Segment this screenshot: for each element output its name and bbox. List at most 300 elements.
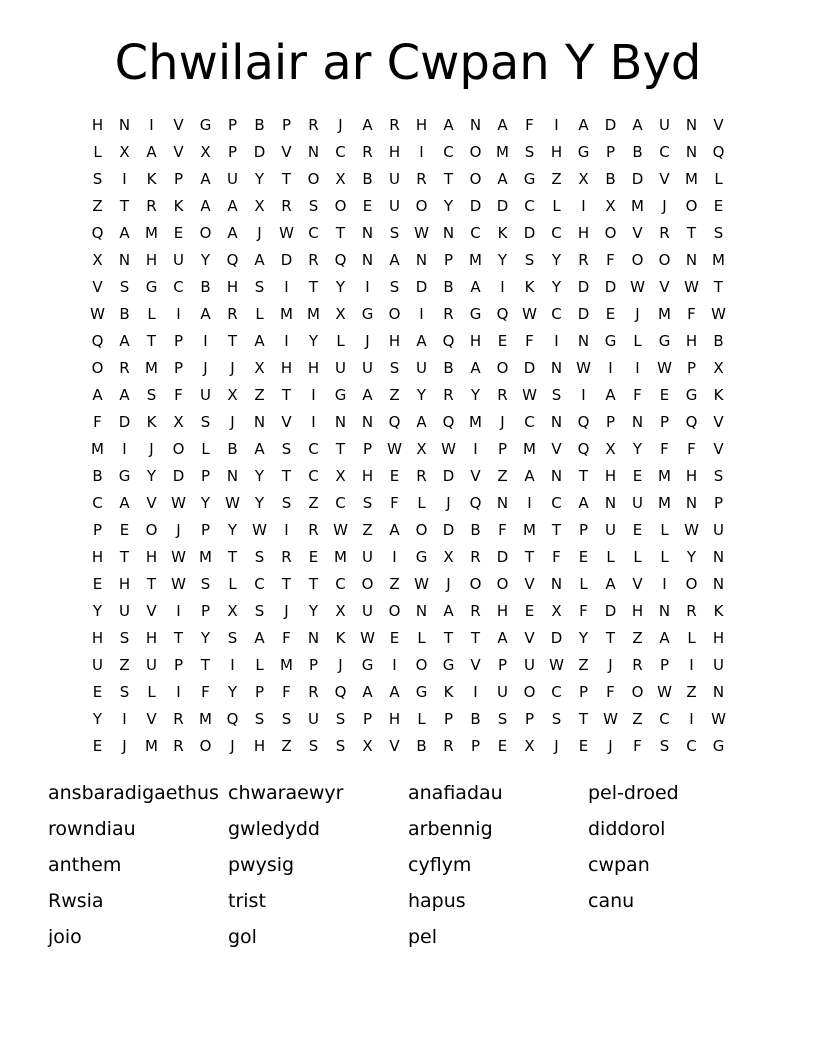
grid-letter: Q xyxy=(334,251,347,269)
grid-letter: H xyxy=(361,467,374,485)
grid-letter: P xyxy=(200,602,211,620)
grid-letter: P xyxy=(578,521,589,539)
grid-letter: B xyxy=(227,440,238,458)
grid-letter: N xyxy=(604,494,617,512)
grid-row xyxy=(84,139,732,166)
grid-letter: F xyxy=(498,521,507,539)
grid-letter: D xyxy=(496,548,509,566)
grid-letter: I xyxy=(365,278,370,296)
grid-letter: Y xyxy=(335,278,346,296)
grid-letter: H xyxy=(307,359,320,377)
grid-letter: S xyxy=(389,278,400,296)
grid-letter: L xyxy=(552,197,561,215)
grid-letter: Y xyxy=(686,548,697,566)
grid-letter: H xyxy=(550,143,563,161)
grid-letter: S xyxy=(551,710,562,728)
grid-letter: P xyxy=(497,656,508,674)
grid-row xyxy=(84,166,732,193)
grid-letter: J xyxy=(338,656,343,674)
grid-letter: F xyxy=(174,386,183,404)
grid-letter: H xyxy=(388,710,401,728)
grid-row xyxy=(84,679,732,706)
grid-letter: I xyxy=(176,683,181,701)
grid-row xyxy=(84,490,732,517)
grid-letter: G xyxy=(415,683,428,701)
grid-letter: R xyxy=(281,548,292,566)
grid-letter: A xyxy=(254,440,265,458)
grid-letter: N xyxy=(685,116,698,134)
grid-letter: O xyxy=(91,359,104,377)
grid-letter: Q xyxy=(226,251,239,269)
grid-letter: V xyxy=(524,629,535,647)
grid-letter: U xyxy=(173,251,184,269)
grid-letter: H xyxy=(91,116,104,134)
grid-letter: C xyxy=(524,413,535,431)
grid-letter: O xyxy=(685,197,698,215)
grid-letter: X xyxy=(443,548,454,566)
grid-letter: P xyxy=(173,359,184,377)
grid-letter: A xyxy=(443,116,454,134)
grid-letter: U xyxy=(713,656,724,674)
grid-letter: F xyxy=(633,737,642,755)
grid-letter: Z xyxy=(578,656,589,674)
grid-letter: I xyxy=(311,413,316,431)
grid-letter: J xyxy=(446,575,451,593)
grid-letter: P xyxy=(254,683,265,701)
grid-letter: Q xyxy=(577,413,590,431)
grid-letter: P xyxy=(173,656,184,674)
grid-letter: Q xyxy=(91,332,104,350)
grid-letter: W xyxy=(171,494,186,512)
grid-letter: I xyxy=(176,305,181,323)
grid-letter: S xyxy=(362,494,373,512)
grid-letter: R xyxy=(578,251,589,269)
grid-letter: D xyxy=(604,602,617,620)
word-list-item: gol xyxy=(228,926,257,948)
grid-letter: G xyxy=(199,116,212,134)
grid-letter: W xyxy=(387,440,402,458)
grid-letter: P xyxy=(281,116,292,134)
grid-letter: U xyxy=(524,656,535,674)
grid-letter: V xyxy=(713,413,724,431)
grid-letter: Q xyxy=(91,224,104,242)
grid-letter: O xyxy=(145,521,158,539)
grid-letter: S xyxy=(335,737,346,755)
grid-letter: F xyxy=(525,332,534,350)
word-list-item: chwaraewyr xyxy=(228,782,344,804)
grid-letter: T xyxy=(119,548,130,566)
grid-letter: T xyxy=(335,440,346,458)
grid-letter: H xyxy=(388,143,401,161)
grid-letter: I xyxy=(662,575,667,593)
grid-row xyxy=(84,247,732,274)
word-list-item: joio xyxy=(48,926,82,948)
grid-letter: I xyxy=(527,494,532,512)
grid-letter: L xyxy=(147,305,156,323)
grid-letter: B xyxy=(443,359,454,377)
grid-letter: S xyxy=(713,224,724,242)
grid-letter: C xyxy=(551,305,562,323)
grid-letter: M xyxy=(334,548,347,566)
grid-letter: N xyxy=(550,467,563,485)
grid-row xyxy=(84,463,732,490)
grid-letter: D xyxy=(631,170,644,188)
grid-letter: V xyxy=(713,116,724,134)
grid-letter: W xyxy=(414,575,429,593)
grid-letter: U xyxy=(659,116,670,134)
grid-letter: S xyxy=(659,737,670,755)
grid-letter: H xyxy=(253,737,266,755)
grid-letter: V xyxy=(146,710,157,728)
grid-letter: A xyxy=(443,602,454,620)
grid-letter: P xyxy=(173,170,184,188)
grid-letter: T xyxy=(578,467,589,485)
grid-letter: Z xyxy=(551,170,562,188)
grid-letter: N xyxy=(361,224,374,242)
grid-letter: U xyxy=(335,359,346,377)
grid-letter: E xyxy=(92,683,103,701)
grid-letter: N xyxy=(685,143,698,161)
grid-row xyxy=(84,544,732,571)
grid-letter: T xyxy=(470,629,481,647)
grid-letter: T xyxy=(443,629,454,647)
grid-letter: T xyxy=(119,197,130,215)
grid-letter: R xyxy=(227,305,238,323)
grid-letter: A xyxy=(470,359,481,377)
grid-letter: D xyxy=(172,467,185,485)
grid-letter: P xyxy=(497,440,508,458)
grid-letter: A xyxy=(497,170,508,188)
grid-letter: O xyxy=(658,251,671,269)
grid-letter: H xyxy=(91,629,104,647)
grid-letter: W xyxy=(225,494,240,512)
grid-letter: P xyxy=(605,143,616,161)
grid-letter: E xyxy=(632,521,643,539)
word-list-item: cyflym xyxy=(408,854,472,876)
grid-letter: S xyxy=(281,494,292,512)
grid-letter: K xyxy=(443,683,454,701)
grid-row xyxy=(84,706,732,733)
page-title: Chwilair ar Cwpan Y Byd xyxy=(114,35,702,91)
grid-letter: X xyxy=(254,197,265,215)
grid-letter: A xyxy=(389,683,400,701)
grid-letter: X xyxy=(713,359,724,377)
grid-letter: H xyxy=(577,224,590,242)
grid-letter: E xyxy=(389,629,400,647)
grid-row xyxy=(84,436,732,463)
grid-letter: A xyxy=(119,494,130,512)
grid-letter: O xyxy=(415,656,428,674)
grid-letter: S xyxy=(281,440,292,458)
grid-letter: U xyxy=(416,359,427,377)
grid-letter: A xyxy=(632,116,643,134)
grid-letter: O xyxy=(604,224,617,242)
grid-letter: I xyxy=(689,656,694,674)
grid-letter: C xyxy=(443,143,454,161)
grid-letter: U xyxy=(362,359,373,377)
grid-letter: C xyxy=(173,278,184,296)
grid-letter: Q xyxy=(388,413,401,431)
grid-letter: R xyxy=(389,116,400,134)
grid-letter: S xyxy=(119,629,130,647)
grid-letter: W xyxy=(171,548,186,566)
grid-letter: I xyxy=(554,332,559,350)
grid-letter: M xyxy=(469,413,482,431)
grid-letter: L xyxy=(633,548,642,566)
grid-letter: P xyxy=(686,359,697,377)
grid-letter: Q xyxy=(496,305,509,323)
grid-letter: H xyxy=(118,575,131,593)
grid-letter: S xyxy=(497,710,508,728)
grid-letter: N xyxy=(361,251,374,269)
grid-letter: K xyxy=(146,170,157,188)
grid-letter: Y xyxy=(497,251,508,269)
grid-letter: I xyxy=(149,116,154,134)
grid-letter: J xyxy=(608,656,613,674)
grid-letter: O xyxy=(415,521,428,539)
grid-letter: H xyxy=(604,467,617,485)
grid-letter: H xyxy=(685,467,698,485)
grid-letter: J xyxy=(500,413,505,431)
grid-letter: H xyxy=(145,629,158,647)
grid-letter: R xyxy=(632,656,643,674)
grid-letter: P xyxy=(443,710,454,728)
grid-letter: T xyxy=(281,386,292,404)
grid-letter: H xyxy=(91,548,104,566)
grid-letter: T xyxy=(578,710,589,728)
grid-letter: H xyxy=(388,332,401,350)
grid-letter: S xyxy=(254,548,265,566)
grid-letter: D xyxy=(523,224,536,242)
letter-grid xyxy=(84,112,732,760)
grid-letter: U xyxy=(632,494,643,512)
grid-letter: E xyxy=(173,224,184,242)
grid-letter: T xyxy=(146,575,157,593)
grid-letter: U xyxy=(308,710,319,728)
grid-letter: U xyxy=(119,602,130,620)
grid-letter: C xyxy=(92,494,103,512)
grid-letter: A xyxy=(605,575,616,593)
grid-letter: T xyxy=(227,332,238,350)
grid-letter: Y xyxy=(254,494,265,512)
word-list-item: trist xyxy=(228,890,266,912)
grid-letter: E xyxy=(524,602,535,620)
grid-letter: F xyxy=(579,602,588,620)
grid-letter: I xyxy=(392,656,397,674)
grid-letter: X xyxy=(335,467,346,485)
grid-letter: P xyxy=(443,251,454,269)
grid-letter: W xyxy=(279,224,294,242)
grid-letter: I xyxy=(392,548,397,566)
grid-letter: A xyxy=(146,143,157,161)
grid-letter: N xyxy=(307,629,320,647)
grid-letter: V xyxy=(632,224,643,242)
grid-letter: Y xyxy=(632,440,643,458)
grid-letter: X xyxy=(200,143,211,161)
grid-letter: R xyxy=(686,602,697,620)
grid-letter: I xyxy=(554,116,559,134)
grid-letter: A xyxy=(92,386,103,404)
grid-letter: J xyxy=(230,737,235,755)
grid-letter: N xyxy=(361,413,374,431)
grid-letter: Y xyxy=(200,629,211,647)
grid-letter: X xyxy=(335,305,346,323)
grid-letter: H xyxy=(496,602,509,620)
grid-letter: X xyxy=(254,359,265,377)
word-list-item: pel-droed xyxy=(588,782,679,804)
word-list-item: diddorol xyxy=(588,818,666,840)
grid-letter: N xyxy=(685,251,698,269)
grid-letter: A xyxy=(119,386,130,404)
grid-letter: X xyxy=(92,251,103,269)
grid-letter: R xyxy=(416,170,427,188)
grid-letter: X xyxy=(173,413,184,431)
grid-letter: O xyxy=(685,575,698,593)
grid-letter: Z xyxy=(308,494,319,512)
grid-letter: C xyxy=(659,143,670,161)
grid-letter: W xyxy=(252,521,267,539)
grid-letter: S xyxy=(713,467,724,485)
grid-letter: V xyxy=(551,440,562,458)
word-list-item: anafiadau xyxy=(408,782,503,804)
grid-letter: U xyxy=(200,386,211,404)
grid-letter: T xyxy=(524,548,535,566)
grid-letter: N xyxy=(253,413,266,431)
grid-letter: P xyxy=(200,521,211,539)
grid-letter: S xyxy=(389,224,400,242)
grid-letter: H xyxy=(685,332,698,350)
grid-letter: V xyxy=(713,440,724,458)
grid-letter: S xyxy=(254,602,265,620)
grid-letter: H xyxy=(145,548,158,566)
grid-letter: A xyxy=(497,629,508,647)
grid-letter: S xyxy=(227,629,238,647)
grid-letter: T xyxy=(686,224,697,242)
grid-letter: P xyxy=(227,143,238,161)
grid-letter: A xyxy=(470,278,481,296)
grid-letter: I xyxy=(473,683,478,701)
grid-letter: G xyxy=(145,278,158,296)
grid-letter: Z xyxy=(362,521,373,539)
grid-letter: W xyxy=(333,521,348,539)
grid-letter: F xyxy=(552,548,561,566)
grid-letter: Y xyxy=(308,602,319,620)
grid-letter: M xyxy=(280,656,293,674)
grid-letter: Z xyxy=(632,629,643,647)
grid-letter: T xyxy=(281,170,292,188)
grid-letter: E xyxy=(119,521,130,539)
grid-letter: Z xyxy=(389,575,400,593)
grid-letter: B xyxy=(254,116,265,134)
grid-letter: G xyxy=(334,386,347,404)
grid-letter: L xyxy=(417,629,426,647)
grid-letter: J xyxy=(662,197,667,215)
grid-letter: O xyxy=(307,170,320,188)
grid-letter: C xyxy=(335,494,346,512)
grid-letter: S xyxy=(389,359,400,377)
grid-letter: Y xyxy=(254,467,265,485)
grid-letter: R xyxy=(173,710,184,728)
grid-letter: H xyxy=(226,278,239,296)
grid-letter: M xyxy=(523,521,536,539)
grid-letter: F xyxy=(687,440,696,458)
grid-letter: X xyxy=(362,737,373,755)
grid-letter: N xyxy=(712,548,725,566)
grid-letter: S xyxy=(146,386,157,404)
grid-letter: Y xyxy=(92,710,103,728)
grid-letter: M xyxy=(91,440,104,458)
grid-letter: T xyxy=(551,521,562,539)
grid-letter: M xyxy=(280,305,293,323)
grid-letter: K xyxy=(713,386,724,404)
grid-letter: D xyxy=(577,305,590,323)
grid-letter: R xyxy=(308,251,319,269)
grid-letter: U xyxy=(146,656,157,674)
grid-letter: Z xyxy=(686,683,697,701)
grid-letter: D xyxy=(604,116,617,134)
grid-letter: W xyxy=(90,305,105,323)
grid-letter: A xyxy=(254,251,265,269)
grid-letter: M xyxy=(199,548,212,566)
grid-letter: V xyxy=(470,656,481,674)
grid-letter: T xyxy=(335,224,346,242)
grid-letter: A xyxy=(578,494,589,512)
grid-letter: E xyxy=(497,737,508,755)
grid-letter: Z xyxy=(254,386,265,404)
grid-letter: A xyxy=(497,116,508,134)
grid-letter: V xyxy=(659,170,670,188)
word-list-item: pel xyxy=(408,926,438,948)
grid-letter: L xyxy=(660,548,669,566)
grid-row xyxy=(84,598,732,625)
grid-letter: P xyxy=(308,656,319,674)
grid-letter: L xyxy=(714,170,723,188)
grid-letter: D xyxy=(604,278,617,296)
grid-letter: E xyxy=(92,575,103,593)
grid-letter: W xyxy=(711,305,726,323)
grid-letter: M xyxy=(199,710,212,728)
grid-letter: U xyxy=(362,602,373,620)
grid-letter: P xyxy=(578,683,589,701)
grid-letter: M xyxy=(658,305,671,323)
grid-letter: O xyxy=(469,143,482,161)
grid-letter: C xyxy=(524,197,535,215)
grid-letter: K xyxy=(524,278,535,296)
grid-letter: U xyxy=(389,197,400,215)
grid-row xyxy=(84,571,732,598)
grid-letter: J xyxy=(230,359,235,377)
grid-letter: R xyxy=(497,386,508,404)
grid-letter: Q xyxy=(442,332,455,350)
grid-letter: V xyxy=(146,602,157,620)
grid-letter: T xyxy=(281,467,292,485)
grid-letter: C xyxy=(551,683,562,701)
grid-letter: N xyxy=(334,413,347,431)
grid-letter: V xyxy=(659,278,670,296)
grid-letter: A xyxy=(362,683,373,701)
grid-row xyxy=(84,112,732,139)
grid-letter: D xyxy=(118,413,131,431)
grid-letter: W xyxy=(360,629,375,647)
grid-letter: S xyxy=(308,197,319,215)
grid-letter: I xyxy=(419,143,424,161)
grid-letter: M xyxy=(145,359,158,377)
grid-letter: O xyxy=(334,197,347,215)
grid-letter: L xyxy=(228,575,237,593)
grid-letter: B xyxy=(362,170,373,188)
grid-letter: A xyxy=(578,116,589,134)
grid-letter: X xyxy=(605,440,616,458)
